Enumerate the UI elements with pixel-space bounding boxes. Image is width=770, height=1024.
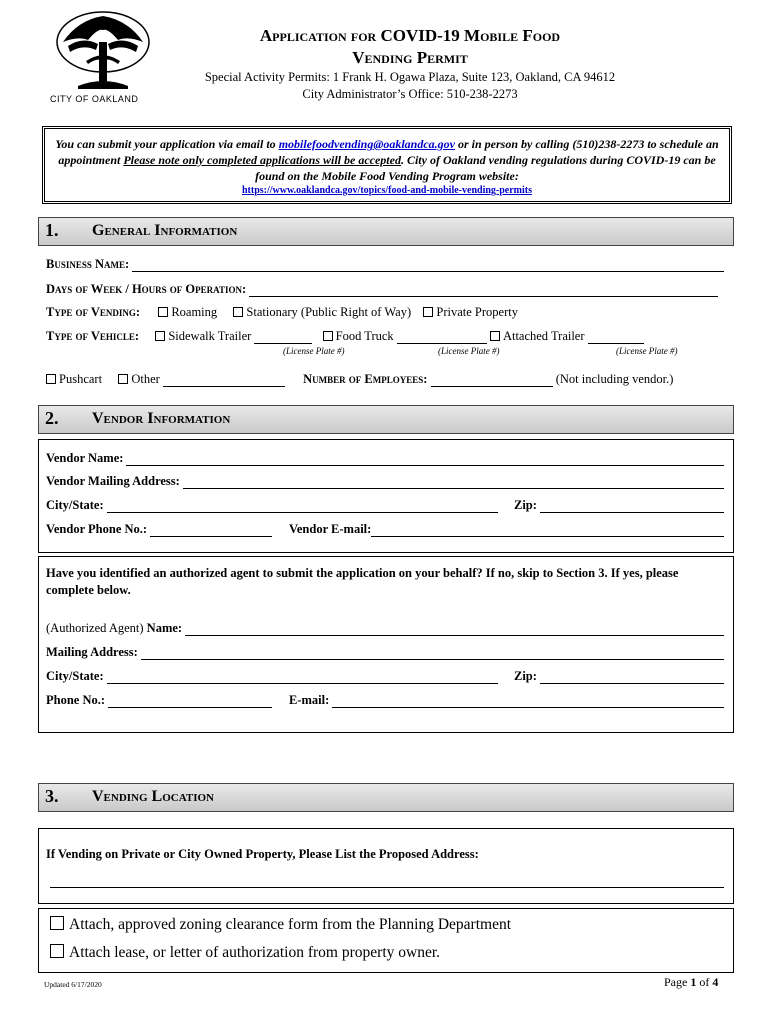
checkbox-icon xyxy=(155,331,165,341)
agent-name-field[interactable] xyxy=(46,620,724,636)
notice-part2: or in person by calling (510)238-2273 to schedule an appointment xyxy=(58,137,719,167)
page-of: of xyxy=(696,975,713,989)
pushcart-checkbox[interactable] xyxy=(46,372,102,386)
roaming-checkbox[interactable] xyxy=(158,305,217,319)
checkbox-icon xyxy=(46,374,56,384)
vendor-name-label: Vendor Name: xyxy=(46,451,124,465)
agent-question: Have you identified an authorized agent to submit the application on your behalf? If no, skip to Section 3. If yes, please complete below. xyxy=(46,566,679,597)
section-3-number: 3. xyxy=(45,786,59,806)
page-total: 4 xyxy=(712,975,719,989)
employees-label: Number of Employees: xyxy=(303,372,428,386)
agent-city-field[interactable] xyxy=(46,668,498,684)
vendor-email-label: Vendor E-mail: xyxy=(289,522,372,536)
location-box xyxy=(38,828,734,904)
private-property-checkbox[interactable] xyxy=(423,305,518,319)
other-input[interactable] xyxy=(163,386,285,387)
page-prefix: Page xyxy=(664,975,691,989)
other-label: Other xyxy=(131,372,160,386)
food-truck-plate-input[interactable] xyxy=(397,343,487,344)
vendor-name-field[interactable] xyxy=(46,450,724,466)
agent-phone-label: Phone No.: xyxy=(46,693,106,707)
type-vending-row xyxy=(46,305,518,320)
type-vehicle-row xyxy=(46,329,644,344)
form-title-line1: Application for COVID-19 Mobile Food xyxy=(259,26,561,45)
other-checkbox[interactable] xyxy=(118,372,159,386)
attach-zoning-label: Attach, approved zoning clearance form from the Planning Department xyxy=(69,916,512,933)
pushcart-label: Pushcart xyxy=(59,372,103,386)
vendor-zip-label: Zip: xyxy=(514,498,537,512)
sidewalk-trailer-label: Sidewalk Trailer xyxy=(168,329,252,343)
logo-text: CITY OF OAKLAND xyxy=(50,94,139,104)
section-2-title: Vendor Information xyxy=(92,410,231,427)
agent-phone-field[interactable] xyxy=(46,692,272,708)
vendor-city-label: City/State: xyxy=(46,498,104,512)
checkbox-icon xyxy=(490,331,500,341)
vendor-mailing-field[interactable] xyxy=(46,473,724,489)
food-truck-label: Food Truck xyxy=(335,329,394,343)
checkbox-icon xyxy=(50,916,64,930)
agent-zip-field[interactable] xyxy=(514,668,724,684)
agent-email-label: E-mail: xyxy=(289,693,330,707)
agent-city-label: City/State: xyxy=(46,669,104,683)
attached-trailer-label: Attached Trailer xyxy=(502,329,585,343)
notice-email-link[interactable]: mobilefoodvending@oaklandca.gov xyxy=(278,137,455,151)
pushcart-row xyxy=(46,372,673,387)
attach-lease-item[interactable] xyxy=(50,944,440,962)
office-address: Special Activity Permits: 1 Frank H. Ogawa Plaza, Suite 123, Oakland, CA 94612 xyxy=(204,70,616,84)
checkbox-icon xyxy=(158,307,168,317)
vendor-phone-label: Vendor Phone No.: xyxy=(46,522,148,536)
notice-part3: . City of Oakland vending regulations during COVID-19 can be found on the Mobile Food Vending Program website: xyxy=(255,153,716,183)
plate-note-2: (License Plate #) xyxy=(438,346,500,356)
attach-zoning-item[interactable] xyxy=(50,916,511,934)
agent-email-field[interactable] xyxy=(289,692,724,708)
not-including-note: (Not including vendor.) xyxy=(555,372,674,386)
employees-input[interactable] xyxy=(431,386,553,387)
sidewalk-plate-input[interactable] xyxy=(254,343,312,344)
plate-note-3: (License Plate #) xyxy=(616,346,678,356)
section-3-title: Vending Location xyxy=(92,788,214,805)
plate-note-1: (License Plate #) xyxy=(283,346,345,356)
updated-date: Updated 6/17/2020 xyxy=(44,980,102,989)
attached-trailer-plate-input[interactable] xyxy=(588,343,644,344)
attach-lease-label: Attach lease, or letter of authorization from property owner. xyxy=(69,944,441,961)
notice-underlined: Please note only completed applications will be accepted xyxy=(123,153,401,167)
business-name-field[interactable] xyxy=(46,256,724,272)
agent-name-label: Name: xyxy=(146,621,183,635)
roaming-label: Roaming xyxy=(171,305,218,319)
form-title-line2: Vending Permit xyxy=(352,48,468,67)
food-truck-checkbox[interactable] xyxy=(323,329,394,343)
section-2-header xyxy=(38,405,734,434)
agent-mailing-field[interactable] xyxy=(46,644,724,660)
address-question: If Vending on Private or City Owned Property, Please List the Proposed Address: xyxy=(46,847,479,861)
days-hours-label: Days of Week / Hours of Operation: xyxy=(46,282,247,296)
section-3-header xyxy=(38,783,734,812)
checkbox-icon xyxy=(118,374,128,384)
days-hours-field[interactable] xyxy=(46,281,718,297)
sidewalk-trailer-checkbox[interactable] xyxy=(155,329,251,343)
attached-trailer-checkbox[interactable] xyxy=(490,329,585,343)
checkbox-icon xyxy=(323,331,333,341)
notice-text xyxy=(52,136,722,197)
stationary-checkbox[interactable] xyxy=(233,305,411,319)
notice-url-link[interactable]: https://www.oaklandca.gov/topics/food-and-mobile-vending-permits xyxy=(241,185,533,196)
agent-zip-label: Zip: xyxy=(514,669,537,683)
private-property-label: Private Property xyxy=(436,305,518,319)
business-name-label: Business Name: xyxy=(46,257,130,271)
page-current: 1 xyxy=(690,975,697,989)
type-vehicle-label: Type of Vehicle: xyxy=(46,329,140,343)
notice-part1: You can submit your application via email to xyxy=(55,137,279,151)
section-1-number: 1. xyxy=(45,220,59,240)
office-phone: City Administrator’s Office: 510-238-2273 xyxy=(302,87,518,101)
vendor-email-field[interactable] xyxy=(289,521,724,537)
section-1-title: General Information xyxy=(92,222,238,239)
agent-mailing-label: Mailing Address: xyxy=(46,645,138,659)
proposed-address-input[interactable] xyxy=(50,886,724,888)
vendor-mailing-label: Vendor Mailing Address: xyxy=(46,474,180,488)
stationary-label: Stationary (Public Right of Way) xyxy=(246,305,412,319)
vendor-zip-field[interactable] xyxy=(514,497,724,513)
type-vending-label: Type of Vending: xyxy=(46,305,141,319)
page-number xyxy=(664,975,718,990)
checkbox-icon xyxy=(423,307,433,317)
vendor-phone-field[interactable] xyxy=(46,521,272,537)
vendor-city-field[interactable] xyxy=(46,497,498,513)
checkbox-icon xyxy=(233,307,243,317)
agent-prefix: (Authorized Agent) xyxy=(46,621,144,635)
section-1-header xyxy=(38,217,734,246)
section-2-number: 2. xyxy=(45,408,59,428)
checkbox-icon xyxy=(50,944,64,958)
